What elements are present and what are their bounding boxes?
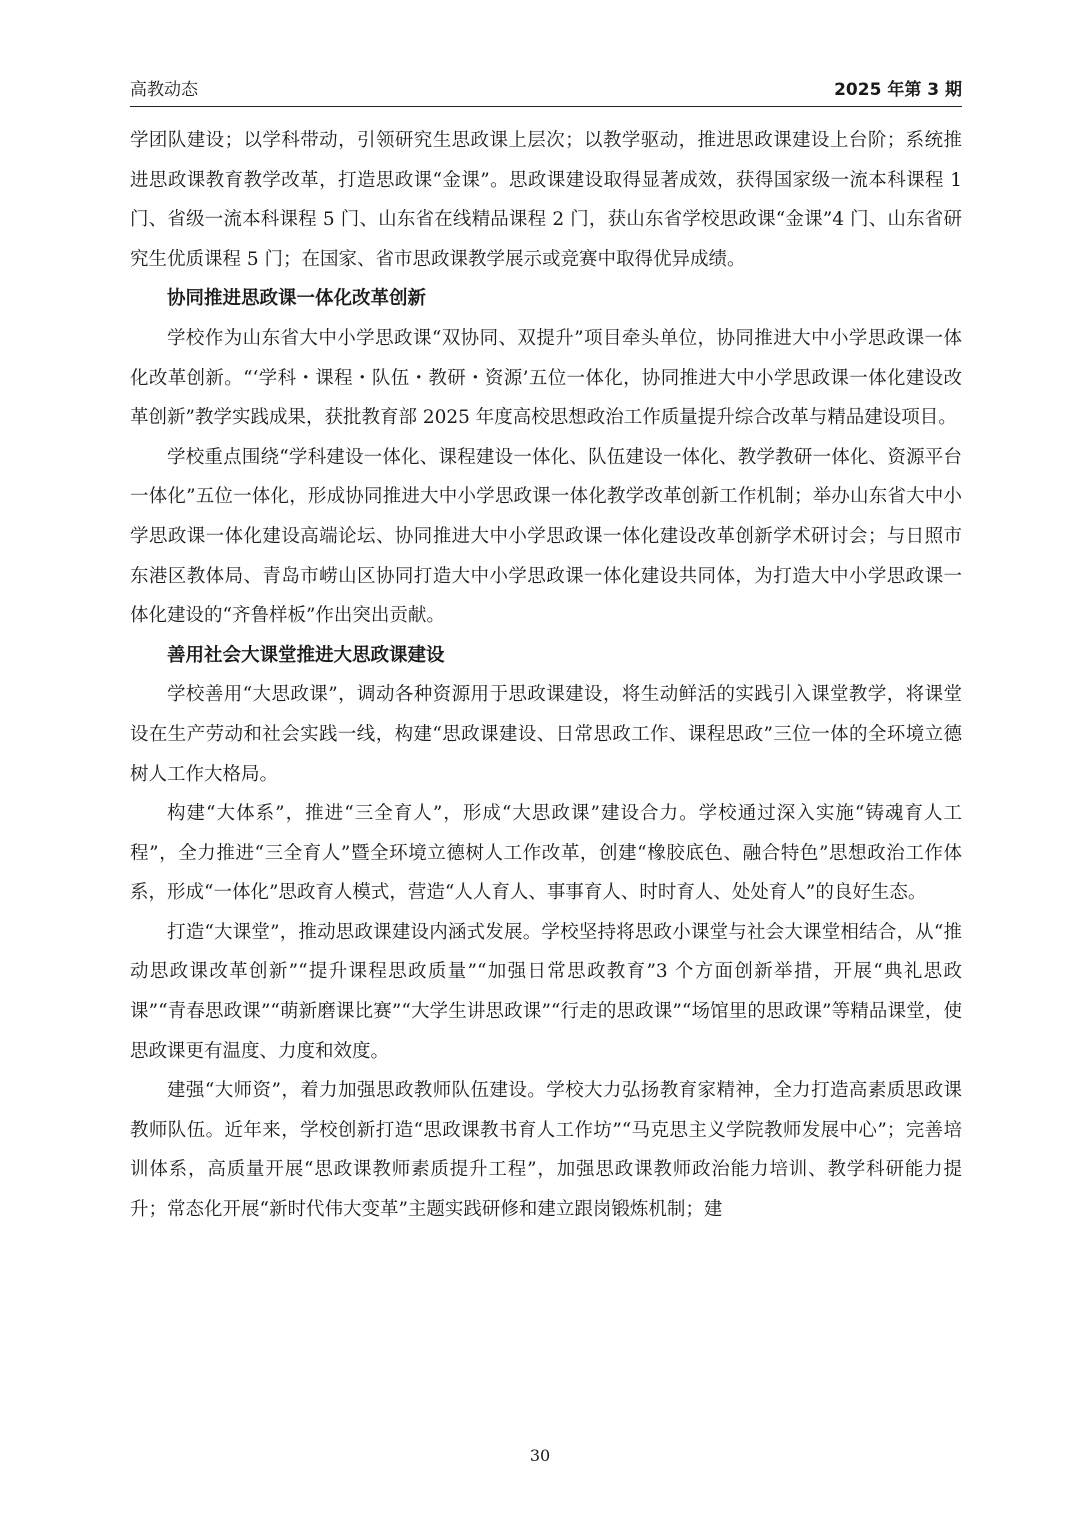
paragraph: 学团队建设；以学科带动，引领研究生思政课上层次；以教学驱动，推进思政课建设上台阶；系统推进思政课教育教学改革，打造思政课“金课”。思政课建设取得显著成效，获得国家级一流本科课程 1 门、省级一流本科课程 5 门、山东省在线精品课程 2 门，获山东省学校思政课“金课”4 门、山东省研究生优质课程 5 门；在国家、省市思政课教学展示或竞赛中取得优异成绩。 [130, 130, 962, 270]
paragraph: 学校善用“大思政课”，调动各种资源用于思政课建设，将生动鲜活的实践引入课堂教学，将课堂设在生产劳动和社会实践一线，构建“思政课建设、日常思政工作、课程思政”三位一体的全环境立德树人工作大格局。 [130, 684, 962, 785]
page-number: 30 [529, 1446, 551, 1465]
paragraph: 学校作为山东省大中小学思政课“双协同、双提升”项目牵头单位，协同推进大中小学思政课一体化改革创新。“‘学科・课程・队伍・教研・资源’五位一体化，协同推进大中小学思政课一体化建设改革创新”教学实践成果，获批教育部 2025 年度高校思想政治工作质量提升综合改革与精品建设项目。 [130, 327, 962, 429]
paragraph: 打造“大课堂”，推动思政课建设内涵式发展。学校坚持将思政小课堂与社会大课堂相结合，从“推动思政课改革创新”“提升课程思政质量”“加强日常思政教育”3 个方面创新举措，开展“典礼思政课”“青春思政课”“萌新磨课比赛”“大学生讲思政课”“行走的思政课”“场馆里的思政课”等精品课堂，使思政课更有温度、力度和效度。 [130, 921, 962, 1062]
issue-label: 2025 年第 3 期 [834, 80, 962, 100]
running-header [130, 78, 962, 107]
journal-name: 高教动态 [130, 80, 198, 100]
section-heading: 协同推进思政课一体化改革创新 [167, 288, 427, 310]
paragraph: 构建“大体系”，推进“三全育人”，形成“大思政课”建设合力。学校通过深入实施“铸魂育人工程”，全力推进“三全育人”暨全环境立德树人工作改革，创建“橡胶底色、融合特色”思想政治工作体系，形成“一体化”思政育人模式，营造“人人育人、事事育人、时时育人、处处育人”的良好生态。 [130, 803, 962, 904]
paragraph: 学校重点围绕“学科建设一体化、课程建设一体化、队伍建设一体化、教学教研一体化、资源平台一体化”五位一体化，形成协同推进大中小学思政课一体化教学改革创新工作机制；举办山东省大中小学思政课一体化建设高端论坛、协同推进大中小学思政课一体化建设改革创新学术研讨会；与日照市东港区教体局、青岛市崂山区协同打造大中小学思政课一体化建设共同体，为打造大中小学思政课一体化建设的“齐鲁样板”作出突出贡献。 [130, 446, 962, 627]
article-body [130, 121, 962, 1230]
section-heading: 善用社会大课堂推进大思政课建设 [167, 644, 445, 666]
paragraph: 建强“大师资”，着力加强思政教师队伍建设。学校大力弘扬教育家精神，全力打造高素质思政课教师队伍。近年来，学校创新打造“思政课教书育人工作坊”“马克思主义学院教师发展中心”；完善培训体系，高质量开展“思政课教师素质提升工程”，加强思政课教师政治能力培训、教学科研能力提升；常态化开展“新时代伟大变革”主题实践研修和建立跟岗锻炼机制；建 [130, 1080, 962, 1221]
